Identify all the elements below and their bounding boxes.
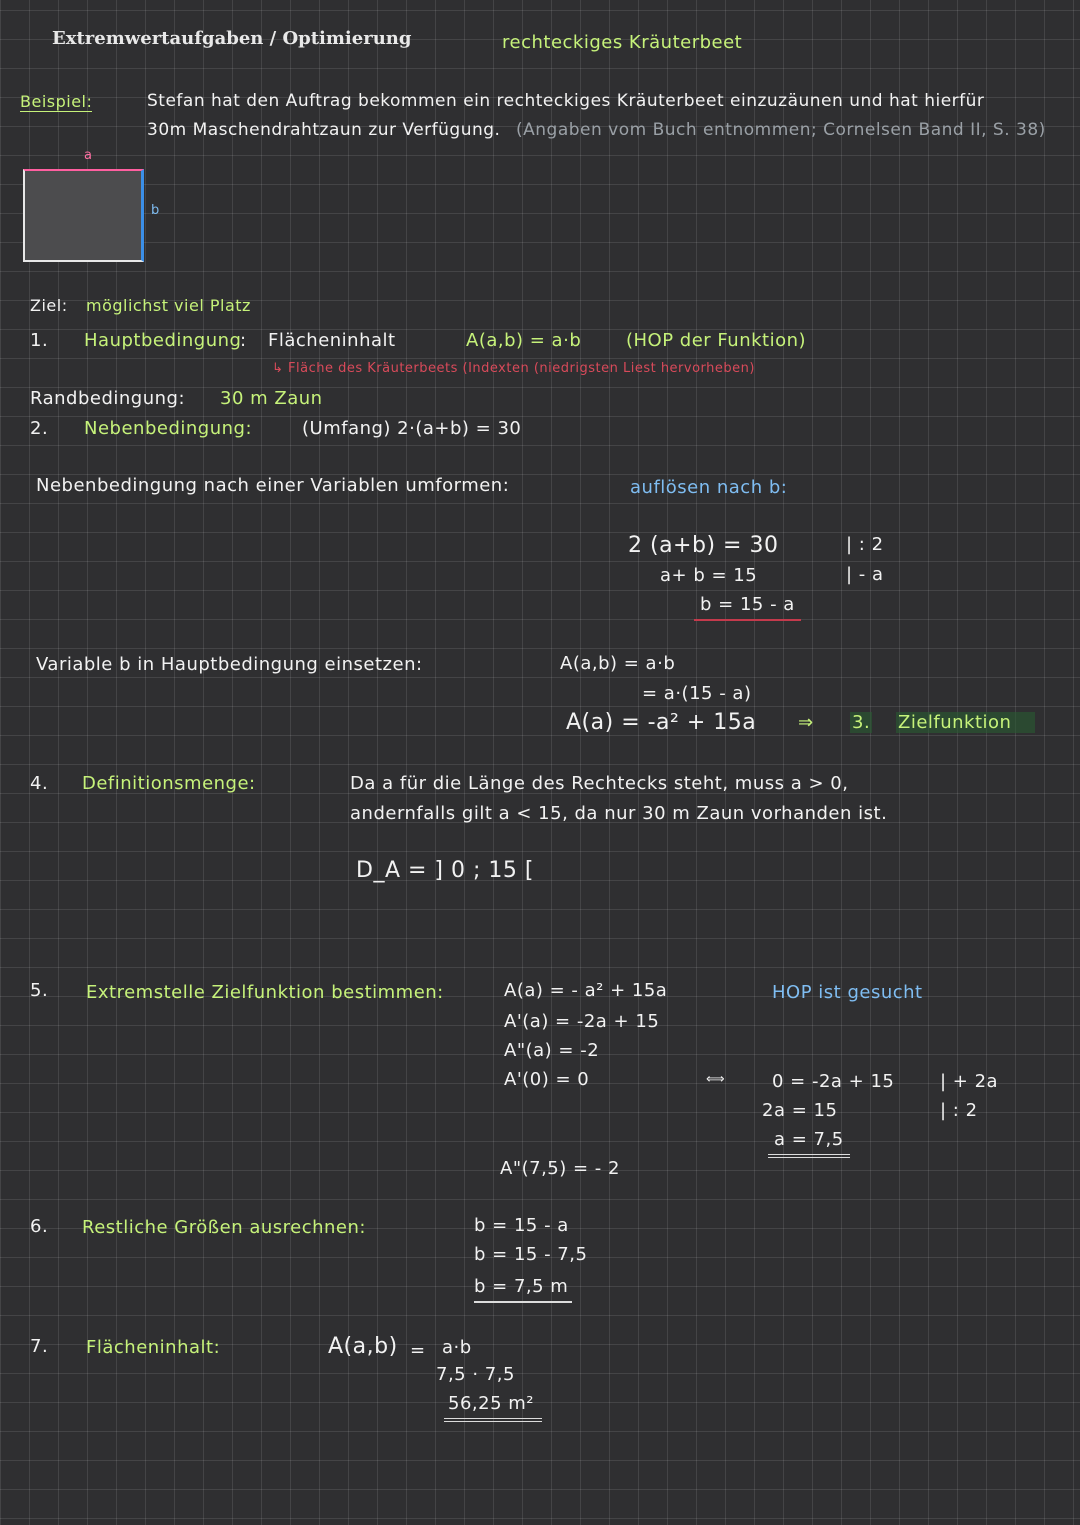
intro-line-1: Stefan hat den Auftrag bekommen ein rechteckiges Kräuterbeet einzuzäunen und hat hierfür (147, 91, 985, 111)
main-condition-colon: : (240, 330, 247, 351)
objective-function-label: Zielfunktion (896, 712, 1035, 733)
remaining-eq-2: b = 15 - 7,5 (474, 1244, 588, 1265)
step-7-number: 7. (30, 1336, 49, 1357)
extremum-label: Extremstelle Zielfunktion bestimmen: (86, 982, 444, 1003)
transform-instruction: Nebenbedingung nach einer Variablen umformen: (36, 475, 510, 496)
intro-line-2: 30m Maschendrahtzaun zur Verfügung. (147, 120, 501, 140)
step-5-number: 5. (30, 980, 49, 1001)
main-condition-name: Flächeninhalt (268, 330, 396, 351)
second-derivative-check: A"(7,5) = - 2 (500, 1158, 620, 1179)
step-4-number: 4. (30, 773, 49, 794)
side-b-label: b (151, 203, 160, 218)
goal-label: Ziel: (30, 296, 68, 315)
boundary-condition-label: Randbedingung: (30, 388, 186, 409)
equivalence-arrow: ⟺ (706, 1072, 726, 1087)
solve-eq-3: a = 7,5 (768, 1129, 850, 1158)
main-condition-formula: A(a,b) = a·b (466, 330, 582, 351)
intro-source: (Angaben vom Buch entnommen; Cornelsen Band II, S. 38) (516, 120, 1046, 140)
main-condition-subnote: ↳ Fläche des Kräuterbeets (Indexten (niedrigsten Liest hervorheben) (272, 361, 755, 376)
side-condition-formula: (Umfang) 2·(a+b) = 30 (302, 418, 522, 439)
domain-explanation-1: Da a für die Länge des Rechtecks steht, muss a > 0, (350, 773, 849, 794)
remaining-values-label: Restliche Größen ausrechnen: (82, 1217, 366, 1238)
substitute-eq-1: A(a,b) = a·b (560, 653, 676, 674)
area-result: 56,25 m² (444, 1393, 542, 1422)
step-2-number: 2. (30, 418, 49, 439)
substitute-eq-3: A(a) = -a² + 15a (566, 710, 757, 735)
domain-interval: D_A = ] 0 ; 15 [ (356, 858, 534, 883)
area-eq-2: 7,5 · 7,5 (436, 1364, 515, 1385)
step-3-number: 3. (852, 712, 871, 733)
step-6-number: 6. (30, 1216, 49, 1237)
derivative-eq-1: A'(a) = -2a + 15 (504, 1011, 660, 1032)
step-1-number: 1. (30, 330, 49, 351)
solve-eq-1: 0 = -2a + 15 (772, 1071, 895, 1092)
solve-for-b-label: auflösen nach b: (630, 477, 788, 498)
area-label: Flächeninhalt: (86, 1337, 221, 1358)
domain-explanation-2: andernfalls gilt a < 15, da nur 30 m Zaun vorhanden ist. (350, 803, 888, 824)
implies-arrow: ⇒ (798, 712, 814, 733)
solve-eq-2: 2a = 15 (762, 1100, 838, 1121)
transform-op-1: | : 2 (846, 534, 884, 555)
rectangle-diagram (23, 169, 144, 262)
derivative-eq-2: A"(a) = -2 (504, 1040, 600, 1061)
transform-op-2: | - a (846, 564, 884, 585)
page-title: Extremwertaufgaben / Optimierung (52, 28, 412, 49)
area-lhs: A(a,b) (328, 1334, 398, 1359)
transform-eq-2: a+ b = 15 (660, 565, 758, 586)
area-eq-1: a·b (442, 1337, 472, 1358)
derivative-eq-3: A'(0) = 0 (504, 1069, 590, 1090)
goal-text: möglichst viel Platz (86, 296, 251, 315)
hop-note: HOP ist gesucht (772, 982, 923, 1003)
solve-op-2: | : 2 (940, 1100, 978, 1121)
side-a-label: a (84, 148, 93, 163)
domain-label: Definitionsmenge: (82, 773, 256, 794)
transform-eq-3: b = 15 - a (694, 594, 801, 621)
substitute-eq-2: = a·(15 - a) (642, 683, 752, 704)
main-condition-note: (HOP der Funktion) (626, 330, 807, 351)
topic-title: rechteckiges Kräuterbeet (502, 32, 743, 53)
substitute-instruction: Variable b in Hauptbedingung einsetzen: (36, 654, 423, 675)
area-equals: = (410, 1340, 426, 1361)
transform-eq-1: 2 (a+b) = 30 (628, 533, 779, 558)
derivative-eq-0: A(a) = - a² + 15a (504, 980, 668, 1001)
remaining-eq-1: b = 15 - a (474, 1215, 569, 1236)
solve-op-1: | + 2a (940, 1071, 999, 1092)
remaining-eq-3: b = 7,5 m (474, 1276, 572, 1303)
main-condition-label: Hauptbedingung (84, 330, 242, 351)
boundary-condition-value: 30 m Zaun (220, 388, 323, 409)
example-label: Beispiel: (20, 92, 93, 111)
side-condition-label: Nebenbedingung: (84, 418, 253, 439)
